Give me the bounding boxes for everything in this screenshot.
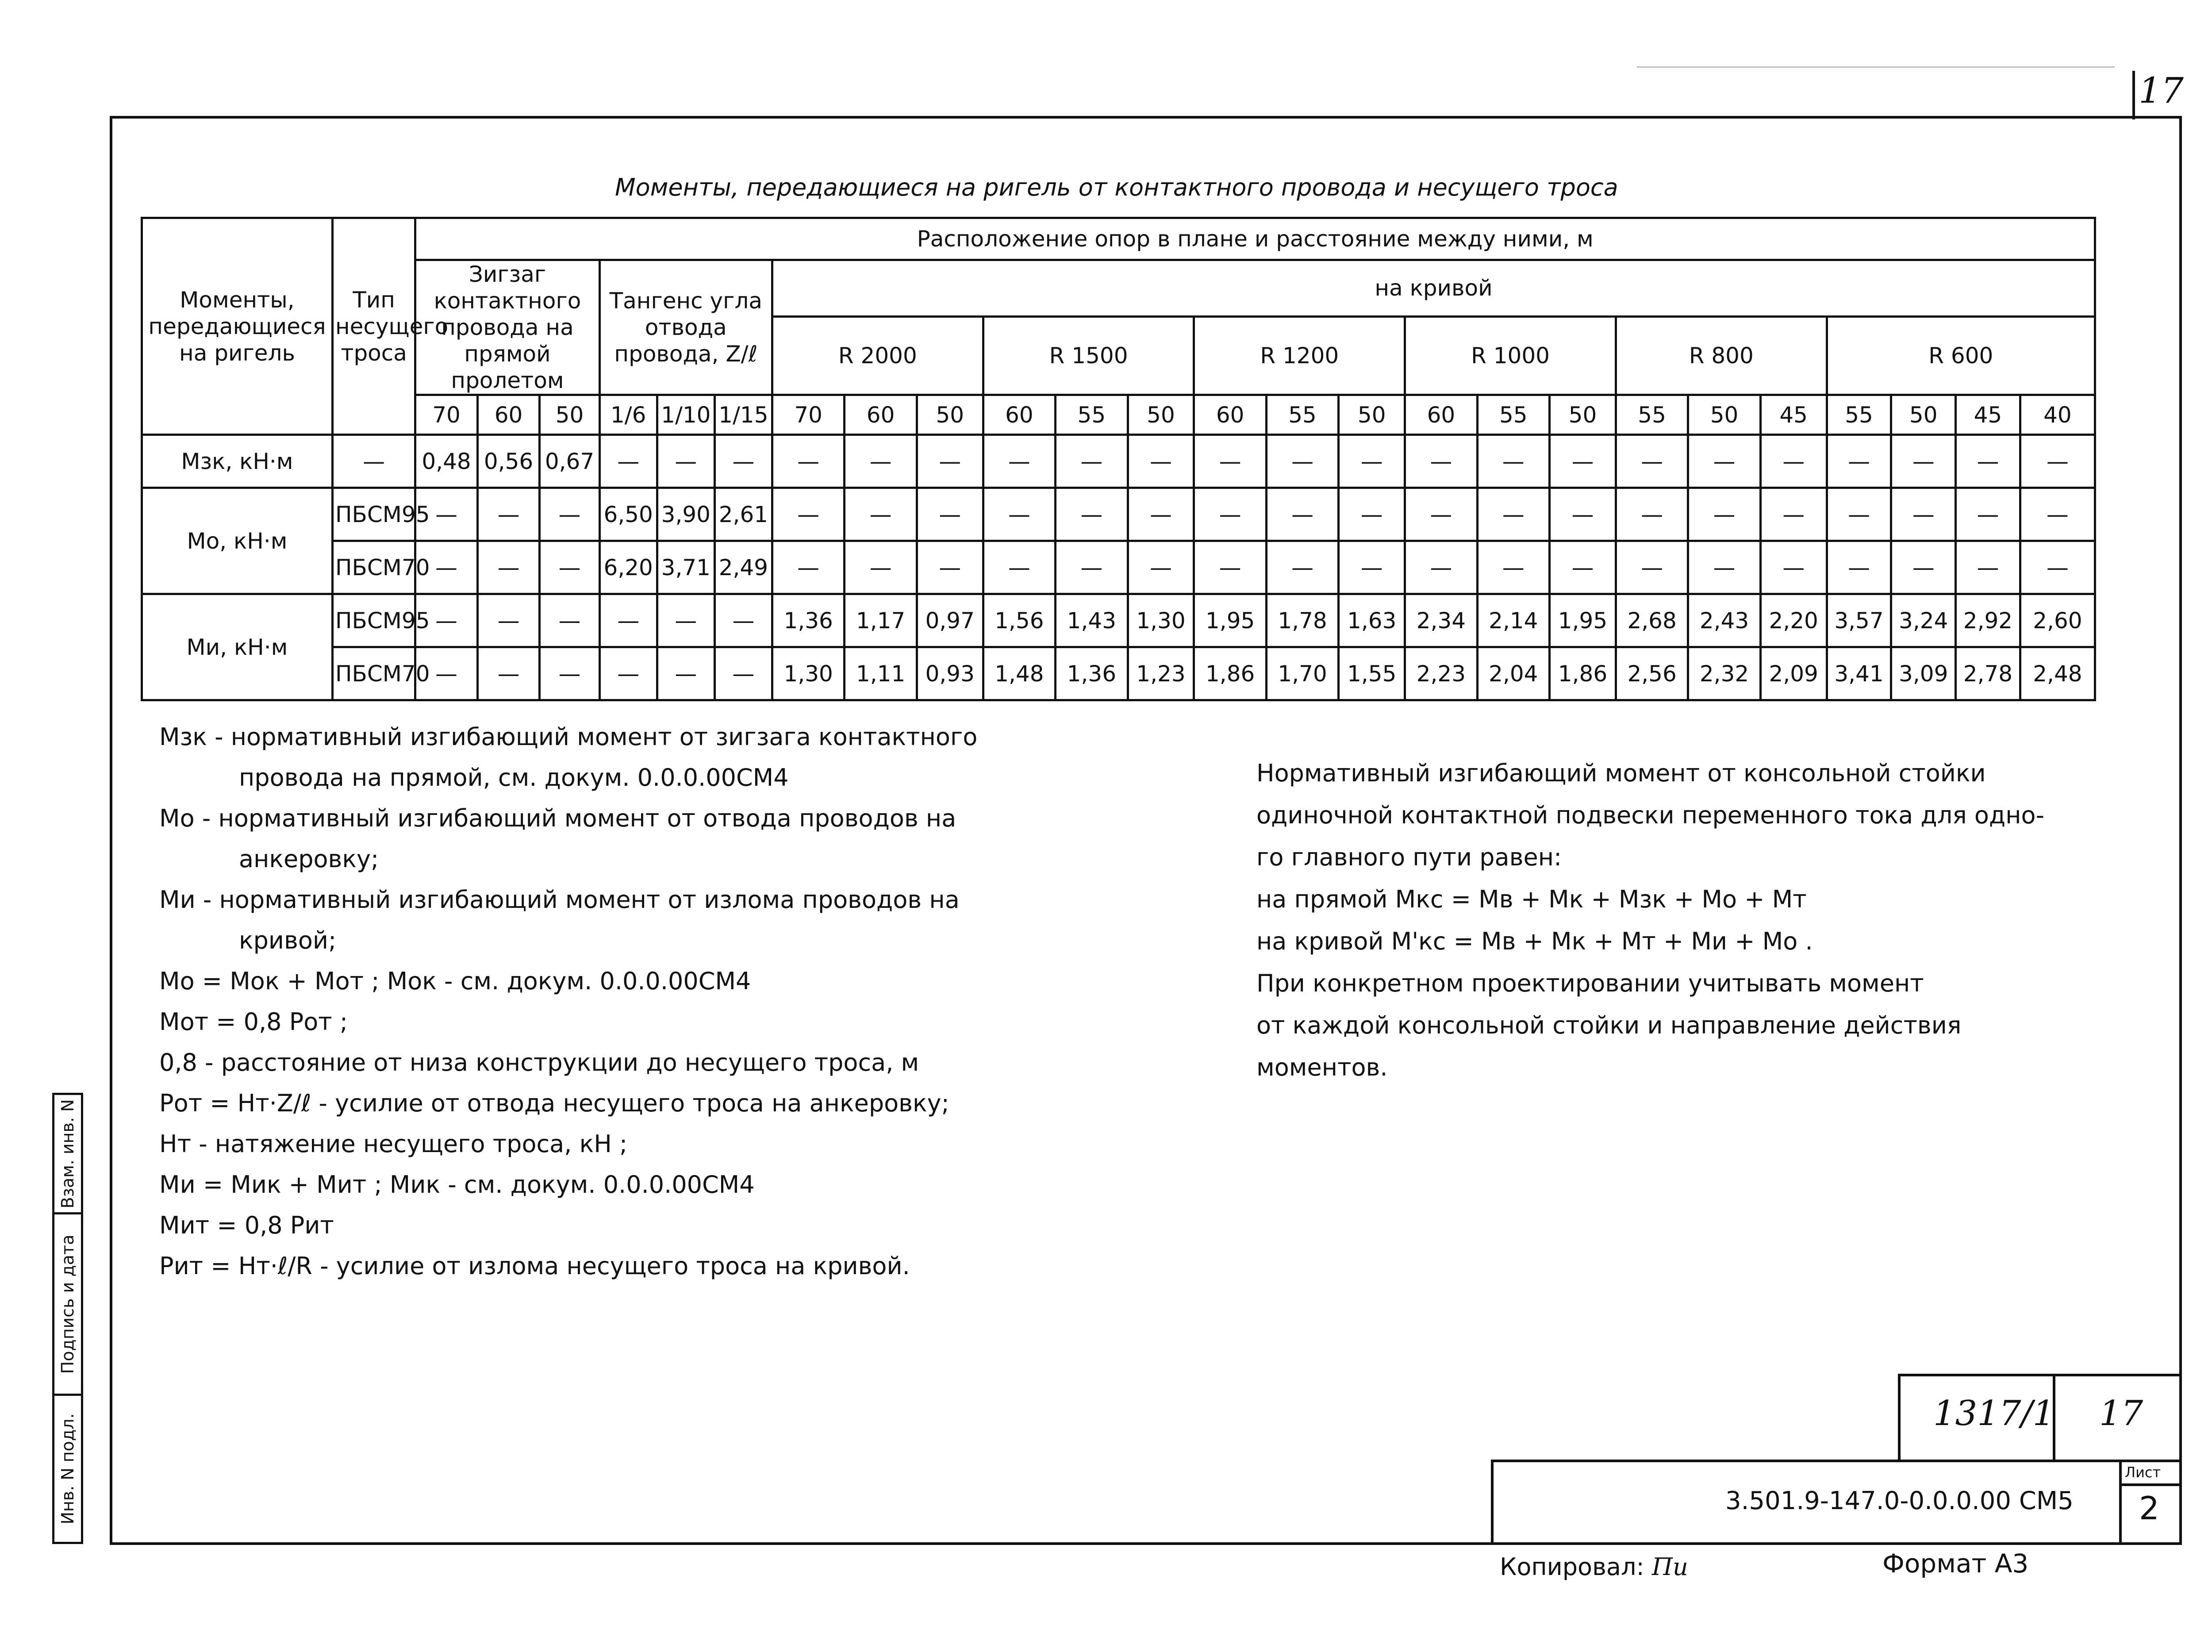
note-line: Мит = 0,8 Рит — [159, 1211, 334, 1239]
value-cell: 2,23 — [1405, 647, 1477, 700]
value-cell: — — [714, 435, 772, 488]
value-cell: 1,11 — [845, 647, 917, 700]
value-cell: 1,86 — [1194, 647, 1266, 700]
value-cell: 3,09 — [1891, 647, 1956, 700]
value-cell: 60 — [1405, 395, 1477, 435]
stamp-cell-replace — [54, 1095, 81, 1214]
note-line: на прямой Мкс = Мв + Мк + Мзк + Мо + Мт — [1256, 885, 1807, 913]
sheet-format: Формат А3 — [1882, 1548, 2029, 1579]
value-cell: 45 — [1760, 395, 1827, 435]
value-cell: 50 — [1550, 395, 1616, 435]
value-cell: — — [415, 647, 478, 700]
value-cell: — — [772, 435, 844, 488]
value-cell: 60 — [1194, 395, 1266, 435]
value-cell: 1,95 — [1550, 594, 1616, 647]
value-cell: — — [415, 541, 478, 594]
stamp-cell-sign — [54, 1214, 81, 1396]
header-cable-type: Тип несущего троса — [332, 218, 415, 435]
value-cell: 0,97 — [917, 594, 983, 647]
note-line: Ми - нормативный изгибающий момент от излома проводов на — [159, 886, 960, 914]
value-cell: — — [540, 647, 599, 700]
header-row-4 — [142, 395, 2095, 435]
value-cell: 50 — [917, 395, 983, 435]
header-radius: R 2000 — [772, 316, 983, 395]
note-line: Ми = Мик + Мит ; Мик - см. докум. 0.0.0.00СМ4 — [159, 1171, 755, 1199]
value-cell: — — [1266, 488, 1338, 541]
value-cell: — — [1760, 541, 1827, 594]
value-cell: 2,78 — [1956, 647, 2020, 700]
value-cell: 40 — [2020, 395, 2095, 435]
value-cell: — — [540, 488, 599, 541]
value-cell: — — [657, 594, 714, 647]
value-cell: — — [1760, 488, 1827, 541]
value-cell: 0,67 — [540, 435, 599, 488]
value-cell: 1,36 — [772, 594, 844, 647]
value-cell: 0,48 — [415, 435, 478, 488]
value-cell: 2,60 — [2020, 594, 2095, 647]
value-cell: 1/10 — [657, 395, 714, 435]
note-line: Рот = Нт·Z/ℓ - усилие от отвода несущего троса на анкеровку; — [159, 1089, 949, 1117]
value-cell: 50 — [540, 395, 599, 435]
value-cell: — — [2020, 488, 2095, 541]
value-cell: — — [540, 541, 599, 594]
value-cell: 2,48 — [2020, 647, 2095, 700]
value-cell: — — [477, 647, 540, 700]
value-cell: — — [1477, 435, 1549, 488]
note-line: Мот = 0,8 Рот ; — [159, 1008, 348, 1036]
row-mi-pbsm95 — [142, 594, 2095, 647]
value-cell: 55 — [1056, 395, 1128, 435]
value-cell: — — [1827, 435, 1891, 488]
value-cell: — — [1550, 488, 1616, 541]
value-cell: — — [1616, 435, 1688, 488]
value-cell: 1/6 — [599, 395, 657, 435]
value-cell: 1,63 — [1339, 594, 1405, 647]
value-cell: 50 — [1688, 395, 1760, 435]
value-cell: — — [983, 488, 1055, 541]
value-cell: — — [2020, 541, 2095, 594]
note-line: кривой; — [239, 926, 337, 954]
note-line: Нт - натяжение несущего троса, кН ; — [159, 1130, 628, 1158]
row-mo-pbsm95 — [142, 488, 2095, 541]
value-cell: — — [415, 594, 478, 647]
value-cell: 1,23 — [1128, 647, 1194, 700]
value-cell: — — [477, 541, 540, 594]
value-cell: — — [1128, 435, 1194, 488]
document-code: 3.501.9-147.0-0.0.0.00 СМ5 — [1725, 1487, 2074, 1515]
value-cell: 55 — [1616, 395, 1688, 435]
value-cell: — — [714, 647, 772, 700]
value-cell: 3,90 — [657, 488, 714, 541]
value-cell: 50 — [1128, 395, 1194, 435]
value-cell: 55 — [1477, 395, 1549, 435]
value-cell: 70 — [415, 395, 478, 435]
value-cell: — — [599, 647, 657, 700]
value-cell: — — [1891, 541, 1956, 594]
value-cell: — — [1891, 488, 1956, 541]
value-cell: — — [1891, 435, 1956, 488]
album-page: 17 — [2099, 1394, 2143, 1433]
value-cell: — — [845, 435, 917, 488]
value-cell: 0,93 — [917, 647, 983, 700]
cable-type-cell: ПБСМ70 — [332, 541, 415, 594]
value-cell: — — [1688, 541, 1760, 594]
note-line: 0,8 - расстояние от низа конструкции до несущего троса, м — [159, 1049, 919, 1076]
value-cell: — — [1194, 541, 1266, 594]
value-cell: — — [1266, 435, 1338, 488]
stamp-strip — [52, 1093, 83, 1544]
value-cell: 2,04 — [1477, 647, 1549, 700]
value-cell: 2,49 — [714, 541, 772, 594]
value-cell: — — [917, 488, 983, 541]
value-cell: 2,43 — [1688, 594, 1760, 647]
value-cell: — — [657, 647, 714, 700]
album-number: 1317/1 — [1933, 1394, 2055, 1433]
header-radius: R 600 — [1827, 316, 2095, 395]
value-cell: 1,70 — [1266, 647, 1338, 700]
value-cell: — — [1194, 488, 1266, 541]
sheet-number: 2 — [2139, 1490, 2159, 1527]
value-cell: 45 — [1956, 395, 2020, 435]
value-cell: — — [1405, 435, 1477, 488]
value-cell: — — [1477, 541, 1549, 594]
value-cell: 1,43 — [1056, 594, 1128, 647]
value-cell: — — [845, 541, 917, 594]
note-line: го главного пути равен: — [1256, 843, 1562, 871]
value-cell: — — [1827, 541, 1891, 594]
value-cell: — — [983, 435, 1055, 488]
value-cell: 0,56 — [477, 435, 540, 488]
header-radius: R 800 — [1616, 316, 1827, 395]
value-cell: 3,24 — [1891, 594, 1956, 647]
value-cell: — — [1688, 435, 1760, 488]
note-line: моментов. — [1256, 1053, 1388, 1081]
value-cell: — — [477, 594, 540, 647]
row-label: Мзк, кН·м — [142, 435, 333, 488]
value-cell: 2,61 — [714, 488, 772, 541]
page-number: 17 — [2139, 70, 2184, 111]
value-cell: 1,36 — [1056, 647, 1128, 700]
value-cell: — — [415, 488, 478, 541]
cable-type-cell: ПБСМ70 — [332, 647, 415, 700]
header-radius: R 1000 — [1405, 316, 1616, 395]
value-cell: 2,34 — [1405, 594, 1477, 647]
value-cell: — — [1339, 488, 1405, 541]
header-location: Расположение опор в плане и расстояние между ними, м — [415, 218, 2095, 260]
stamp-label: Взам. инв. N — [58, 1099, 77, 1208]
value-cell: — — [1956, 488, 2020, 541]
value-cell: — — [599, 594, 657, 647]
value-cell: — — [1194, 435, 1266, 488]
value-cell: 1,48 — [983, 647, 1055, 700]
table-title: Моменты, передающиеся на ригель от контактного провода и несущего троса — [615, 173, 1618, 201]
moments-table — [141, 217, 2096, 701]
value-cell: 2,68 — [1616, 594, 1688, 647]
notes-left — [159, 717, 1265, 1287]
row-mo-pbsm70 — [142, 541, 2095, 594]
value-cell: — — [1827, 488, 1891, 541]
header-tangent: Тангенс угла отвода провода, Z/ℓ — [599, 260, 772, 395]
value-cell: — — [477, 488, 540, 541]
value-cell: — — [1339, 435, 1405, 488]
header-curve: на кривой — [772, 260, 2095, 317]
value-cell: 2,92 — [1956, 594, 2020, 647]
value-cell: — — [1616, 488, 1688, 541]
row-label: Мо, кН·м — [142, 488, 333, 594]
value-cell: 3,71 — [657, 541, 714, 594]
value-cell: — — [1128, 541, 1194, 594]
value-cell: — — [1339, 541, 1405, 594]
note-line: одиночной контактной подвески переменного тока для одно- — [1256, 801, 2045, 829]
sheet-label: Лист — [2125, 1464, 2161, 1481]
value-cell: 2,56 — [1616, 647, 1688, 700]
row-label: Ми, кН·м — [142, 594, 333, 700]
copied-by — [1500, 1553, 1688, 1581]
value-cell: — — [1550, 541, 1616, 594]
value-cell: — — [917, 435, 983, 488]
value-cell: 3,41 — [1827, 647, 1891, 700]
cable-type-cell: ПБСМ95 — [332, 594, 415, 647]
value-cell: — — [983, 541, 1055, 594]
stamp-label: Инв. N подл. — [58, 1413, 77, 1525]
value-cell: 1,78 — [1266, 594, 1338, 647]
value-cell: 2,09 — [1760, 647, 1827, 700]
note-line: анкеровку; — [239, 845, 379, 873]
value-cell: 6,50 — [599, 488, 657, 541]
value-cell: — — [917, 541, 983, 594]
value-cell: — — [1760, 435, 1827, 488]
note-line: провода на прямой, см. докум. 0.0.0.00СМ4 — [239, 764, 789, 791]
value-cell: 1,95 — [1194, 594, 1266, 647]
value-cell: — — [1405, 488, 1477, 541]
value-cell: 2,32 — [1688, 647, 1760, 700]
value-cell: 60 — [845, 395, 917, 435]
value-cell: 2,20 — [1760, 594, 1827, 647]
value-cell: — — [1056, 541, 1128, 594]
value-cell: 1,30 — [772, 647, 844, 700]
notes-right — [1256, 752, 2097, 1088]
value-cell: 2,14 — [1477, 594, 1549, 647]
value-cell: 6,20 — [599, 541, 657, 594]
value-cell: 60 — [983, 395, 1055, 435]
value-cell: — — [657, 435, 714, 488]
value-cell: — — [1056, 488, 1128, 541]
value-cell: — — [2020, 435, 2095, 488]
value-cell: 1,86 — [1550, 647, 1616, 700]
header-row-1 — [142, 218, 2095, 260]
value-cell: 1,55 — [1339, 647, 1405, 700]
value-cell: 55 — [1266, 395, 1338, 435]
value-cell: — — [1056, 435, 1128, 488]
value-cell: — — [845, 488, 917, 541]
value-cell: — — [772, 488, 844, 541]
value-cell: 1,17 — [845, 594, 917, 647]
copied-label: Копировал: — [1500, 1553, 1644, 1581]
note-line: При конкретном проектировании учитывать момент — [1256, 969, 1924, 997]
copied-signature: Пи — [1651, 1553, 1688, 1581]
value-cell: — — [1956, 541, 2020, 594]
header-radius: R 1500 — [983, 316, 1194, 395]
value-cell: — — [540, 594, 599, 647]
value-cell: — — [1405, 541, 1477, 594]
value-cell: — — [599, 435, 657, 488]
note-line: Рит = Нт·ℓ/R - усилие от излома несущего троса на кривой. — [159, 1252, 910, 1280]
value-cell: — — [1688, 488, 1760, 541]
value-cell: 70 — [772, 395, 844, 435]
value-cell: 1/15 — [714, 395, 772, 435]
value-cell: 50 — [1339, 395, 1405, 435]
header-row-2 — [142, 260, 2095, 317]
note-line: Мзк - нормативный изгибающий момент от зигзага контактного — [159, 723, 978, 751]
value-cell: 1,30 — [1128, 594, 1194, 647]
value-cell: — — [1266, 541, 1338, 594]
value-cell: — — [1477, 488, 1549, 541]
value-cell: — — [1616, 541, 1688, 594]
note-line: Мо = Мок + Мот ; Мок - см. докум. 0.0.0.00СМ4 — [159, 967, 751, 995]
cable-type-cell: — — [332, 435, 415, 488]
header-radius: R 1200 — [1194, 316, 1405, 395]
note-line: Нормативный изгибающий момент от консольной стойки — [1256, 759, 1986, 787]
top-edge-line — [1637, 66, 2115, 68]
value-cell: — — [714, 594, 772, 647]
header-zigzag: Зигзаг контактного провода на прямой пролетом — [415, 260, 599, 395]
row-mi-pbsm70 — [142, 647, 2095, 700]
header-moments: Моменты, передающиеся на ригель — [142, 218, 333, 435]
value-cell: 60 — [477, 395, 540, 435]
value-cell: — — [1956, 435, 2020, 488]
cable-type-cell: ПБСМ95 — [332, 488, 415, 541]
value-cell: 55 — [1827, 395, 1891, 435]
stamp-label: Подпись и дата — [58, 1234, 77, 1374]
value-cell: — — [772, 541, 844, 594]
note-line: от каждой консольной стойки и направление действия — [1256, 1011, 1962, 1039]
value-cell: — — [1550, 435, 1616, 488]
note-line: на кривой М'кс = Мв + Мк + Мт + Ми + Мо . — [1256, 927, 1813, 955]
value-cell: 50 — [1891, 395, 1956, 435]
stamp-cell-inv — [54, 1396, 81, 1542]
value-cell: 1,56 — [983, 594, 1055, 647]
note-line: Мо - нормативный изгибающий момент от отвода проводов на — [159, 804, 956, 832]
value-cell: 3,57 — [1827, 594, 1891, 647]
value-cell: — — [1128, 488, 1194, 541]
row-mzk — [142, 435, 2095, 488]
title-block — [1491, 1374, 2182, 1545]
